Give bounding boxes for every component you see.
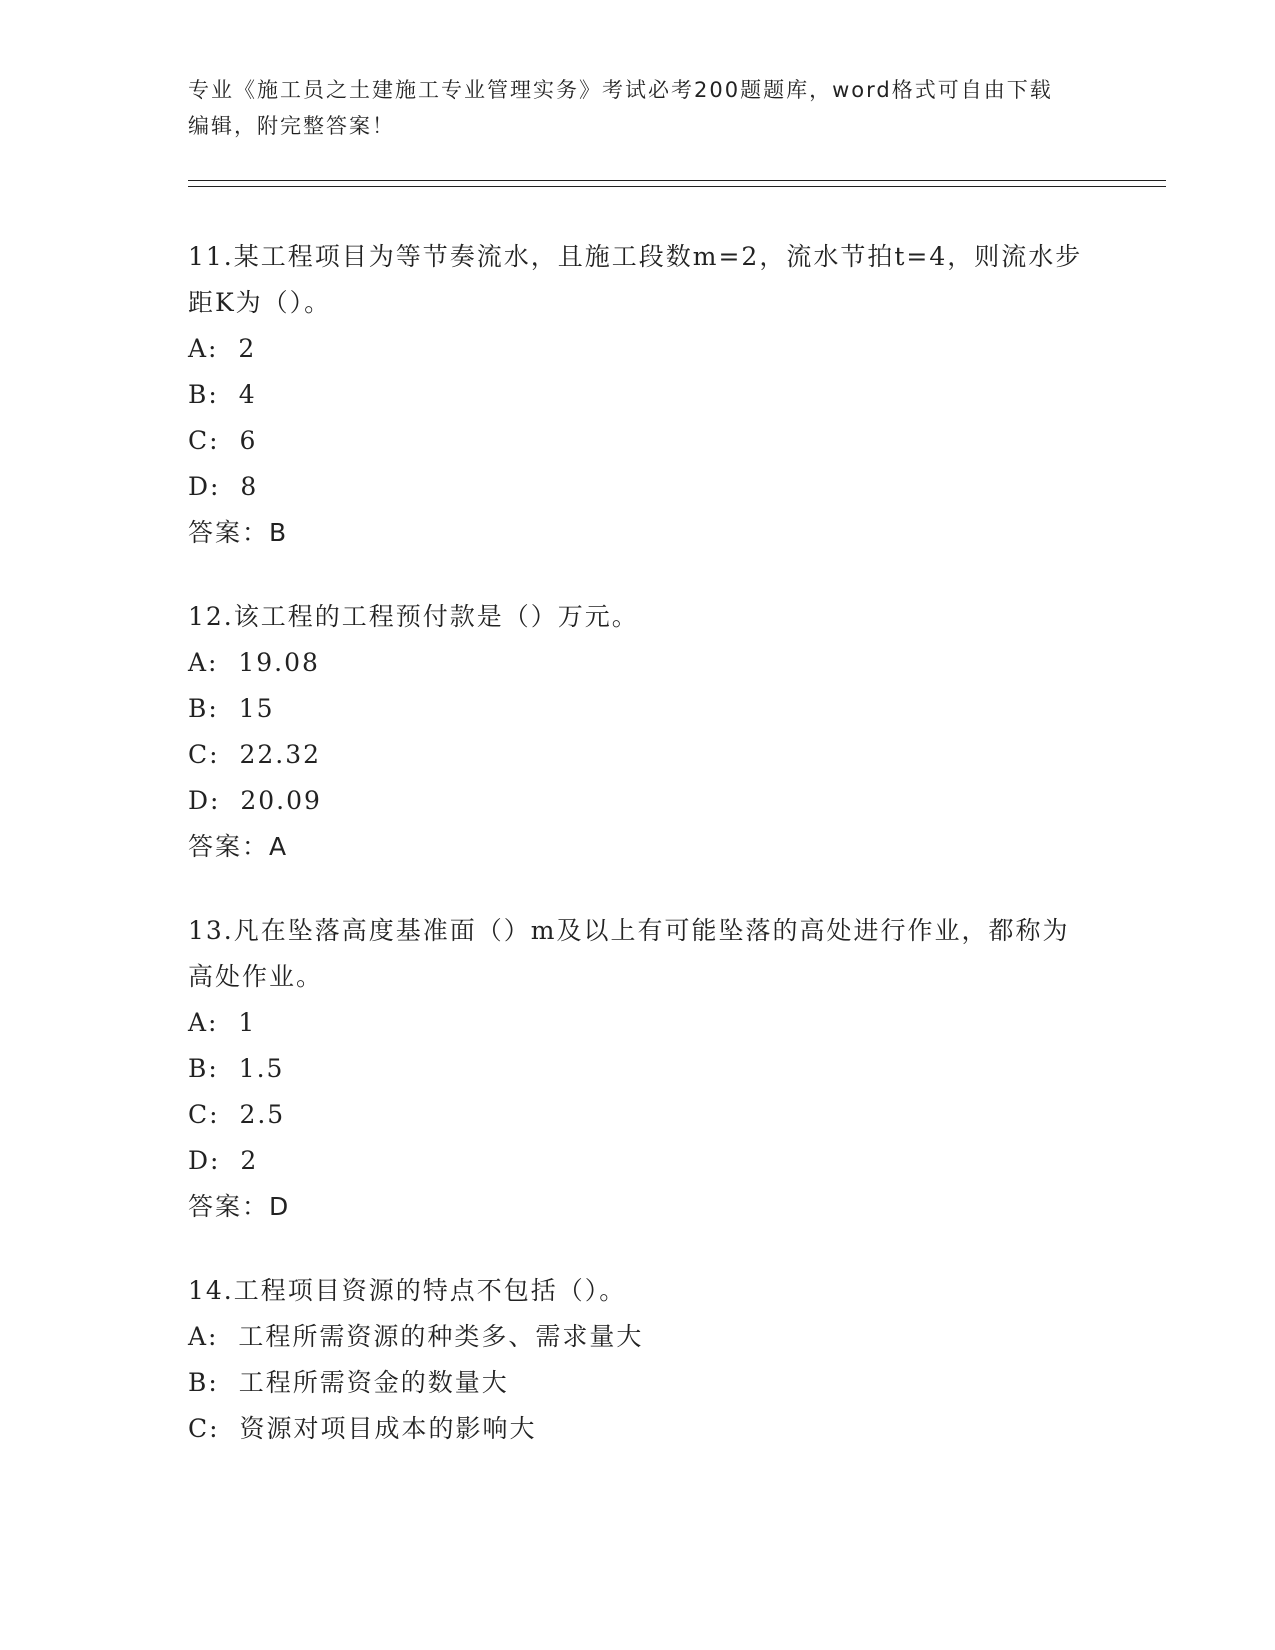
option-b: B: 工程所需资金的数量大: [188, 1368, 509, 1397]
question-stem: 13.凡在坠落高度基准面（）m及以上有可能坠落的高处进行作业，都称为高处作业。: [188, 916, 1070, 991]
question-11: [188, 234, 1088, 556]
option-b: B: 15: [188, 694, 275, 723]
option-d: D: 20.09: [188, 786, 322, 815]
question-stem: 11.某工程项目为等节奏流水，且施工段数m=2，流水节拍t=4，则流水步距K为（）。: [188, 242, 1083, 317]
answer-label: 答案：D: [188, 1192, 291, 1221]
question-stem: 12.该工程的工程预付款是（）万元。: [188, 602, 639, 631]
header-divider: [188, 180, 1166, 187]
option-c: C: 22.32: [188, 740, 322, 769]
answer-label: 答案：B: [188, 518, 289, 547]
question-list: [188, 234, 1088, 1490]
document-header: 专业《施工员之土建施工专业管理实务》考试必考200题题库，word格式可自由下载编辑，附完整答案！: [188, 78, 1053, 138]
option-a: A: 19.08: [188, 648, 320, 677]
option-b: B: 4: [188, 380, 257, 409]
option-a: A: 1: [188, 1008, 257, 1037]
question-12: [188, 594, 1088, 870]
option-d: D: 2: [188, 1146, 259, 1175]
question-13: [188, 908, 1088, 1230]
option-d: D: 8: [188, 472, 259, 501]
question-14: [188, 1268, 1088, 1452]
option-c: C: 资源对项目成本的影响大: [188, 1414, 537, 1443]
option-a: A: 工程所需资源的种类多、需求量大: [188, 1322, 644, 1351]
option-c: C: 6: [188, 426, 258, 455]
option-a: A: 2: [188, 334, 257, 363]
option-c: C: 2.5: [188, 1100, 286, 1129]
option-b: B: 1.5: [188, 1054, 285, 1083]
answer-label: 答案：A: [188, 832, 289, 861]
question-stem: 14.工程项目资源的特点不包括（）。: [188, 1276, 627, 1305]
